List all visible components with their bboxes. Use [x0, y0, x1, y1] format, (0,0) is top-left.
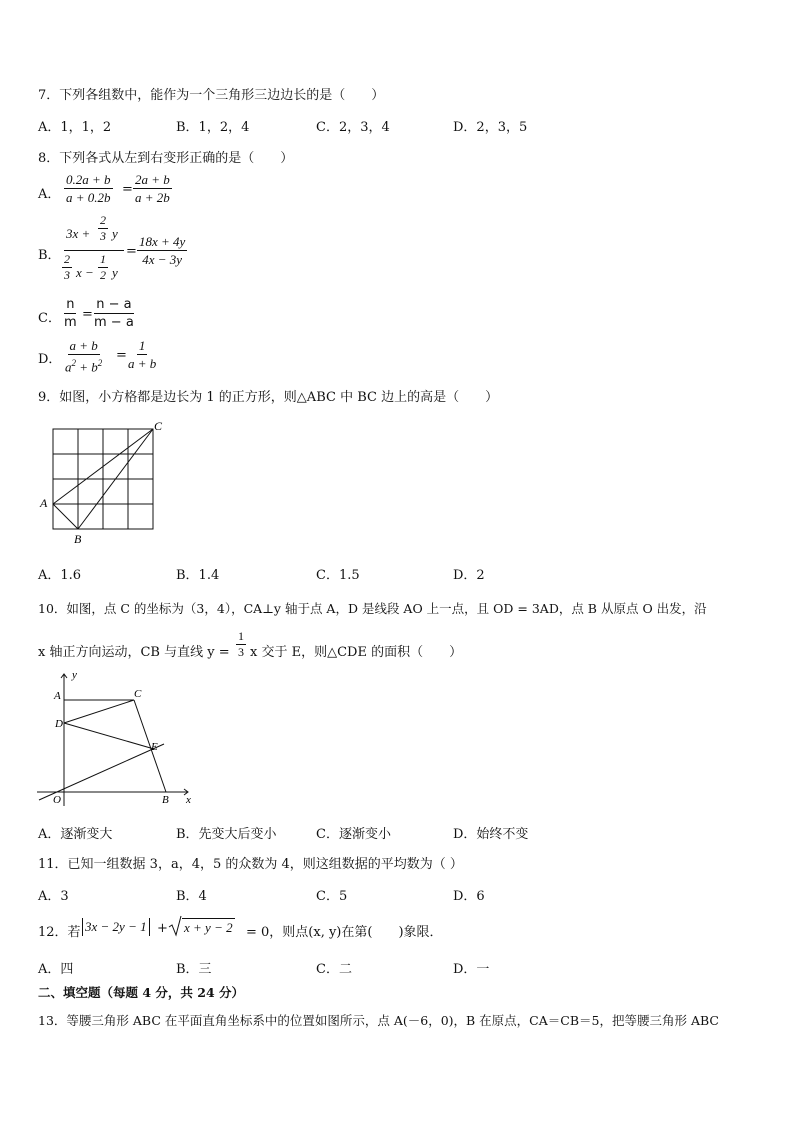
q9-option-b: B．1.4 [176, 568, 220, 583]
q8-a-left-numerator: 0.2a + b [66, 172, 111, 187]
q10-stem-line2b: x 交于 E，则△CDE 的面积（ ） [250, 645, 463, 660]
q8-a-right-denominator: a + 2b [135, 190, 170, 205]
q12-option-d: D．一 [453, 962, 490, 977]
q10-figure-lines [39, 700, 166, 800]
q12-option-b: B．三 [176, 962, 212, 977]
q8-d-left-numerator: a + b [69, 338, 98, 353]
q8-a-right-numerator: 2a + b [135, 172, 170, 187]
q10-option-b: B．先变大后变小 [176, 827, 277, 842]
q8-a-left-denominator: a + 0.2b [66, 190, 111, 205]
q8-d-left-denominator [63, 355, 104, 374]
q12-option-a: A．四 [38, 962, 74, 977]
q7-option-c: C．2，3，4 [316, 120, 390, 135]
q10-slope-denominator: 3 [238, 645, 244, 659]
q11-stem: 11．已知一组数据 3，a，4，5 的众数为 4，则这组数据的平均数为（ ） [38, 857, 463, 872]
q10-label-x: x [186, 794, 191, 806]
q8-b-num-inner-denominator: 3 [100, 229, 106, 243]
q8-stem: 8．下列各式从左到右变形正确的是（ ） [38, 151, 294, 166]
q9-grid [53, 429, 153, 529]
q9-stem: 9．如图，小方格都是边长为 1 的正方形，则△ABC 中 BC 边上的高是（ ） [38, 390, 499, 405]
q8-d-right-numerator: 1 [138, 338, 146, 353]
q8-d-den-sup1: 2 [71, 358, 76, 368]
q8-b-den-inner-fraction-2 [98, 253, 108, 282]
q12-stem-end: = 0，则点(x, y)在第( )象限． [246, 925, 443, 940]
q11-option-c: C．5 [316, 889, 348, 904]
q9-option-a: A．1.6 [38, 568, 82, 583]
q8-c-left-denominator: m [64, 315, 77, 330]
q8-c-right-fraction [92, 297, 136, 330]
q8-b-right-numerator: 18x + 4y [139, 234, 186, 249]
q10-stem-line1: 10．如图，点 C 的坐标为（3，4），CA⊥y 轴于点 A，D 是线段 AO 上一点，且 OD = 3AD，点 B 从原点 O 出发，沿 [38, 601, 707, 616]
q8-b-den-part1: x − [76, 265, 94, 280]
q10-label-o: O [53, 794, 61, 806]
q8-c-equals: = [82, 307, 93, 322]
q8-b-right-fraction [137, 234, 187, 267]
q12-radical-sign [168, 915, 182, 937]
q7-option-d: D．2，3，5 [453, 120, 528, 135]
q8-b-num-inner-fraction [98, 214, 108, 243]
q10-line-slope-fraction [236, 630, 246, 659]
q8-b-num-part2: y [112, 226, 118, 241]
q8-b-den-part2: y [112, 265, 118, 280]
q9-label-b: B [74, 532, 82, 546]
q10-coordinate-figure [34, 666, 204, 812]
q8-b-main-fraction-bar [64, 250, 124, 251]
q8-c-left-numerator: n [66, 297, 75, 312]
q8-b-num-part1: 3x + [66, 226, 91, 241]
q11-option-b: B．4 [176, 889, 207, 904]
q12-plus: + [157, 921, 168, 936]
section-2-heading: 二、填空题（每题 4 分，共 24 分） [38, 985, 245, 1000]
q8-a-equals: = [122, 182, 133, 197]
q8-option-b-label: B． [38, 248, 61, 263]
q12-stem-start: 12．若 [38, 925, 81, 940]
q12-option-c: C．二 [316, 962, 352, 977]
q8-b-den-f1-denominator: 3 [64, 268, 70, 282]
q9-label-a: A [40, 496, 48, 510]
q10-option-c: C．逐渐变小 [316, 827, 391, 842]
q9-grid-figure [36, 418, 176, 548]
q10-stem-line2a: x 轴正方向运动，CB 与直线 y = [38, 645, 230, 660]
q8-c-right-numerator: n − a [96, 297, 132, 312]
q8-b-num-inner-numerator: 2 [100, 213, 106, 227]
q10-option-d: D．始终不变 [453, 827, 529, 842]
q8-b-den-f2-numerator: 1 [100, 252, 106, 266]
q10-label-c: C [134, 688, 142, 700]
q8-option-a-label: A． [38, 187, 61, 202]
q10-label-a: A [54, 690, 61, 702]
q7-stem: 7．下列各组数中，能作为一个三角形三边边长的是（ ） [38, 88, 385, 103]
q8-option-c-label: C． [38, 311, 61, 326]
q11-option-a: A．3 [38, 889, 69, 904]
q8-d-den-a: a [65, 359, 72, 375]
q12-abs-inner: 3x − 2y − 1 [85, 919, 147, 934]
q8-a-left-fraction [64, 172, 113, 205]
q8-d-den-b: + b [76, 359, 98, 375]
q12-sqrt-inner: x + y − 2 [184, 920, 233, 935]
q7-option-a: A．1，1，2 [38, 120, 112, 135]
q10-slope-numerator: 1 [238, 629, 244, 643]
q13-stem: 13．等腰三角形 ABC 在平面直角坐标系中的位置如图所示，点 A(－6，0)，B 在原点，CA＝CB＝5，把等腰三角形 ABC [38, 1013, 719, 1028]
q12-absolute-value-expression [82, 918, 150, 936]
q8-b-right-denominator: 4x − 3y [142, 252, 183, 267]
q11-option-d: D．6 [453, 889, 485, 904]
q9-option-d: D．2 [453, 568, 485, 583]
q8-option-d-label: D． [38, 352, 62, 367]
q8-b-equals: = [126, 244, 137, 259]
q8-a-right-fraction [133, 172, 172, 205]
q10-label-y: y [72, 669, 77, 681]
q8-c-right-denominator: m − a [94, 315, 134, 330]
q8-b-den-f2-denominator: 2 [100, 268, 106, 282]
q10-label-d: D [55, 718, 63, 730]
q10-option-a: A．逐渐变大 [38, 827, 113, 842]
q9-label-c: C [154, 419, 163, 433]
q10-label-e: E [151, 741, 158, 753]
q9-option-c: C．1.5 [316, 568, 360, 583]
q10-label-b: B [162, 794, 169, 806]
q7-option-b: B．1，2，4 [176, 120, 250, 135]
q8-d-left-fraction [63, 338, 104, 374]
q8-d-den-sup2: 2 [97, 358, 103, 368]
q8-d-right-fraction [126, 338, 158, 371]
q8-b-den-inner-fraction-1 [62, 253, 72, 282]
q8-c-left-fraction [62, 297, 79, 330]
q8-b-den-f1-numerator: 2 [64, 252, 70, 266]
q8-d-equals: = [116, 348, 127, 363]
q8-d-right-denominator: a + b [128, 356, 157, 371]
q8-b-left-complex-fraction [64, 212, 126, 290]
